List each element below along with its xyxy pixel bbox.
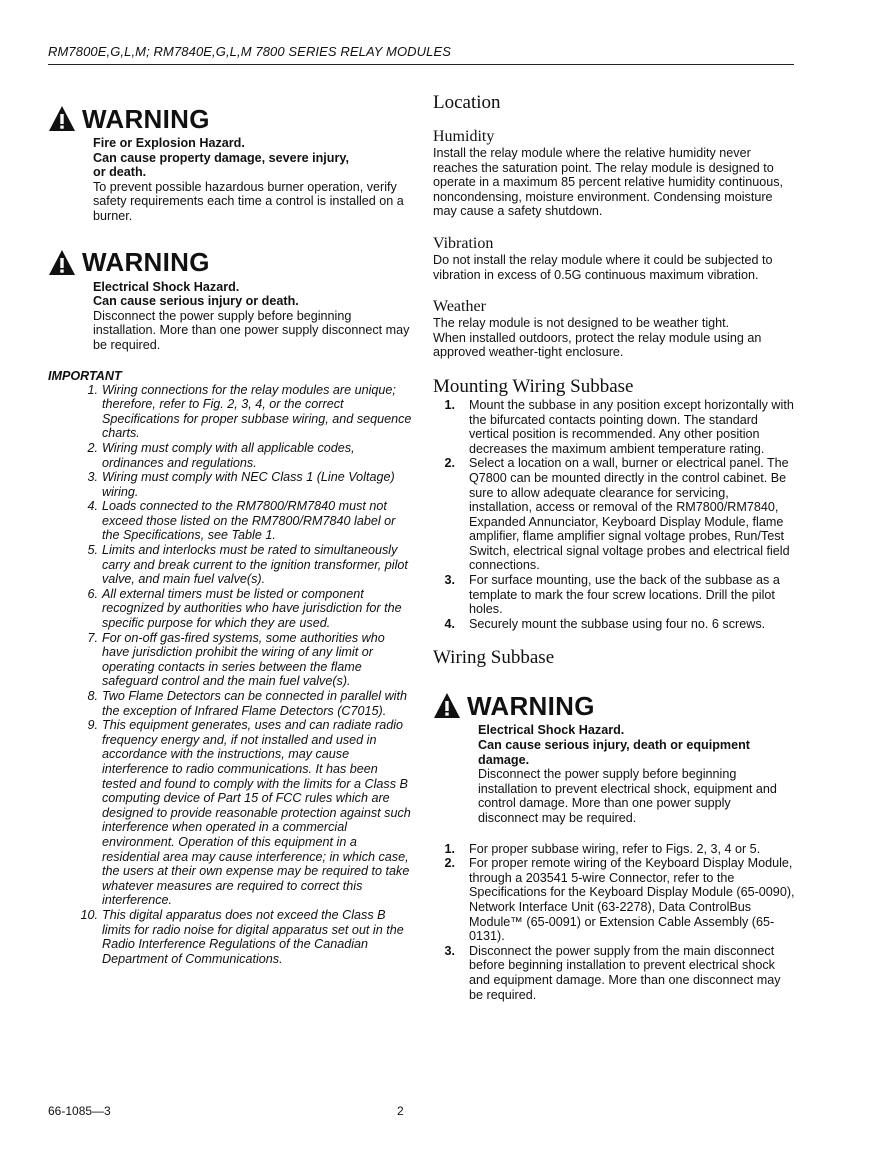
list-item-number: 8.	[87, 689, 98, 703]
list-item-text: For proper subbase wiring, refer to Figs. 2, 3, 4 or 5.	[469, 841, 761, 856]
list-item-text: This digital apparatus does not exceed the Class B limits for radio noise for digital apparatus set out in the Radio Interference Regulations of the Canadian Department of Communications.	[102, 907, 404, 966]
list-item-text: Securely mount the subbase using four no. 6 screws.	[469, 616, 766, 631]
wiring-step	[433, 944, 795, 1002]
warning-consequence: Can cause property damage, severe injury,	[93, 150, 349, 165]
warning-triangle-icon	[433, 692, 461, 720]
list-item-number: 2.	[444, 456, 455, 471]
location-heading: Location	[433, 92, 501, 113]
list-item-number: 3.	[87, 470, 98, 485]
list-item-number: 2.	[87, 440, 98, 455]
list-item-text: For surface mounting, use the back of the subbase as a template to mark the four screw locations. Drill the pilot holes.	[469, 573, 780, 617]
warning-triangle-icon	[48, 249, 76, 277]
list-item-number: 3.	[444, 943, 455, 958]
warning-box-fire	[48, 102, 413, 224]
list-item-number: 6.	[87, 586, 98, 601]
wiring-step	[433, 842, 795, 857]
weather-heading: Weather	[433, 298, 486, 316]
warning-title: WARNING	[82, 247, 210, 278]
warning-box-wiring-shock	[433, 689, 795, 825]
mounting-step	[433, 617, 795, 632]
warning-text: Disconnect the power supply before beginning installation to prevent electrical shock, equipment and control damage. More than one power supply disconnect may be required.	[478, 767, 777, 825]
important-item	[48, 908, 413, 966]
footer-doc-number: 66-1085—3	[48, 1104, 111, 1118]
warning-body	[433, 723, 788, 825]
warning-text: Disconnect the power supply before beginning installation. More than one power supply disconnect may be required.	[93, 308, 410, 352]
list-item-text: Wiring must comply with NEC Class 1 (Line Voltage) wiring.	[102, 470, 395, 499]
list-item-number: 2.	[444, 856, 455, 871]
warning-hazard: Fire or Explosion Hazard.	[93, 136, 245, 150]
weather-text-2: When installed outdoors, protect the relay module using an approved weather-tight enclosure.	[433, 330, 762, 360]
humidity-text: Install the relay module where the relative humidity never reaches the saturation point. The relay module is designed to operate in a maximum 85 percent relative humidity continuous, noncondensing, moisture environment. Condensing moisture may cause a safety shutdown.	[433, 146, 784, 219]
important-item	[48, 631, 413, 689]
warning-box-shock	[48, 246, 413, 353]
important-item	[48, 543, 413, 587]
wiring-steps-list	[433, 842, 795, 1003]
list-item-text: Two Flame Detectors can be connected in parallel with the exception of Infrared Flame Detectors (C7015).	[102, 689, 407, 718]
wiring-subbase-heading: Wiring Subbase	[433, 647, 555, 669]
warning-triangle-icon	[48, 105, 76, 133]
warning-consequence: Can cause serious injury, death or equipment damage.	[478, 738, 750, 767]
list-item-text: For on-off gas-fired systems, some authorities who have jurisdiction prohibit the wiring of any limit or operating contacts in series between the flame safeguard control and the main fuel valve(s).	[102, 630, 385, 689]
list-item-text: Limits and interlocks must be rated to simultaneously carry and break current to the ignition transformer, pilot valve, and main fuel valve(s).	[102, 543, 408, 587]
right-column	[433, 88, 795, 1002]
warning-text: To prevent possible hazardous burner operation, verify safety requirements each time a control is installed on a burner.	[93, 179, 404, 223]
weather-text-1: The relay module is not designed to be weather tight.	[433, 316, 730, 331]
list-item-number: 1.	[444, 397, 455, 412]
list-item-text: Mount the subbase in any position except horizontally with the bifurcated contacts pointing down. The standard vertical position is recommended. Any other position decreases the maximum ambient temperature rating.	[469, 397, 794, 456]
header-rule	[48, 64, 794, 65]
mounting-step	[433, 398, 795, 456]
important-item	[48, 499, 413, 543]
warning-title: WARNING	[82, 103, 210, 134]
list-item-number: 4.	[444, 616, 455, 631]
mounting-step	[433, 573, 795, 617]
list-item-text: Wiring connections for the relay modules are unique; therefore, refer to Fig. 2, 3, 4, or the correct Specifications for proper subbase wiring, and sequence charts.	[102, 382, 412, 441]
warning-body	[48, 136, 413, 224]
list-item-text: Disconnect the power supply from the main disconnect before beginning installation to prevent electrical shock and equipment damage. More than one disconnect may be required.	[469, 943, 781, 1002]
humidity-heading: Humidity	[433, 128, 495, 145]
important-item	[48, 383, 413, 441]
mounting-heading: Mounting Wiring Subbase	[433, 375, 634, 397]
important-item	[48, 441, 413, 470]
footer-page-number: 2	[397, 1104, 404, 1118]
warning-heading	[433, 689, 795, 723]
list-item-number: 4.	[87, 499, 98, 514]
list-item-text: This equipment generates, uses and can radiate radio frequency energy and, if not installed and used in accordance with the instructions, may cause interference to radio communications. It has been tested and found to comply with the limits for a Class B computing device of Part 15 of FCC rules which are designed to provide reasonable protection against such interference when operated in a commercial environment. Operation of this equipment in a residential area may cause interference; in which case, the users at their own expense may be required to take whatever measures are required to correct this interference.	[102, 718, 411, 908]
warning-heading	[48, 246, 413, 280]
list-item-number: 7.	[87, 630, 98, 645]
warning-consequence-cont: or death.	[93, 165, 147, 180]
vibration-heading: Vibration	[433, 234, 494, 252]
mounting-steps-list	[433, 398, 795, 632]
important-item	[48, 718, 413, 908]
list-item-number: 1.	[444, 841, 455, 856]
list-item-text: All external timers must be listed or component recognized by authorities who have jurisdiction for the specific purpose for which they are used.	[102, 586, 402, 631]
important-label: IMPORTANT	[48, 368, 122, 383]
warning-consequence: Can cause serious injury or death.	[93, 294, 299, 309]
mounting-step	[433, 456, 795, 573]
important-item	[48, 587, 413, 631]
wiring-step	[433, 856, 795, 944]
list-item-text: Select a location on a wall, burner or electrical panel. The Q7800 can be mounted directly in the control cabinet. Be sure to allow adequate clearance for servicing, installation, access or removal of the RM7800/RM7840, Expanded Annunciator, Keyboard Display Module, flame amplifier, flame amplifier signal voltage probes, Run/Test Switch, electrical signal voltage probes and electrical field connections.	[469, 456, 790, 573]
warning-title: WARNING	[467, 690, 595, 721]
important-item	[48, 470, 413, 499]
list-item-number: 3.	[444, 573, 455, 588]
warning-heading	[48, 102, 413, 136]
important-item	[48, 689, 413, 718]
list-item-number: 9.	[87, 718, 98, 733]
page-header-title: RM7800E,G,L,M; RM7840E,G,L,M 7800 SERIES RELAY MODULES	[48, 44, 452, 59]
list-item-text: Loads connected to the RM7800/RM7840 must not exceed those listed on the RM7800/RM7840 label or the Specifications, see Table 1.	[102, 499, 396, 543]
list-item-number: 1.	[87, 382, 98, 397]
warning-body	[48, 280, 413, 353]
vibration-text: Do not install the relay module where it could be subjected to vibration in excess of 0.5G continuous maximum vibration.	[433, 252, 773, 282]
list-item-number: 5.	[87, 543, 98, 558]
left-column	[48, 88, 413, 966]
important-list	[48, 383, 413, 967]
list-item-number: 10.	[80, 907, 98, 922]
list-item-text: Wiring must comply with all applicable codes, ordinances and regulations.	[102, 440, 355, 470]
warning-hazard: Electrical Shock Hazard.	[93, 279, 240, 294]
warning-hazard: Electrical Shock Hazard.	[478, 723, 625, 738]
list-item-text: For proper remote wiring of the Keyboard Display Module, through a 203541 5-wire Connector, refer to the Specifications for the Keyboard Display Module (65-0090), Network Interface Unit (63-2278), Data ControlBus Module™ (65-0091) or Extension Cable Assembly (65-0131).	[469, 856, 795, 944]
